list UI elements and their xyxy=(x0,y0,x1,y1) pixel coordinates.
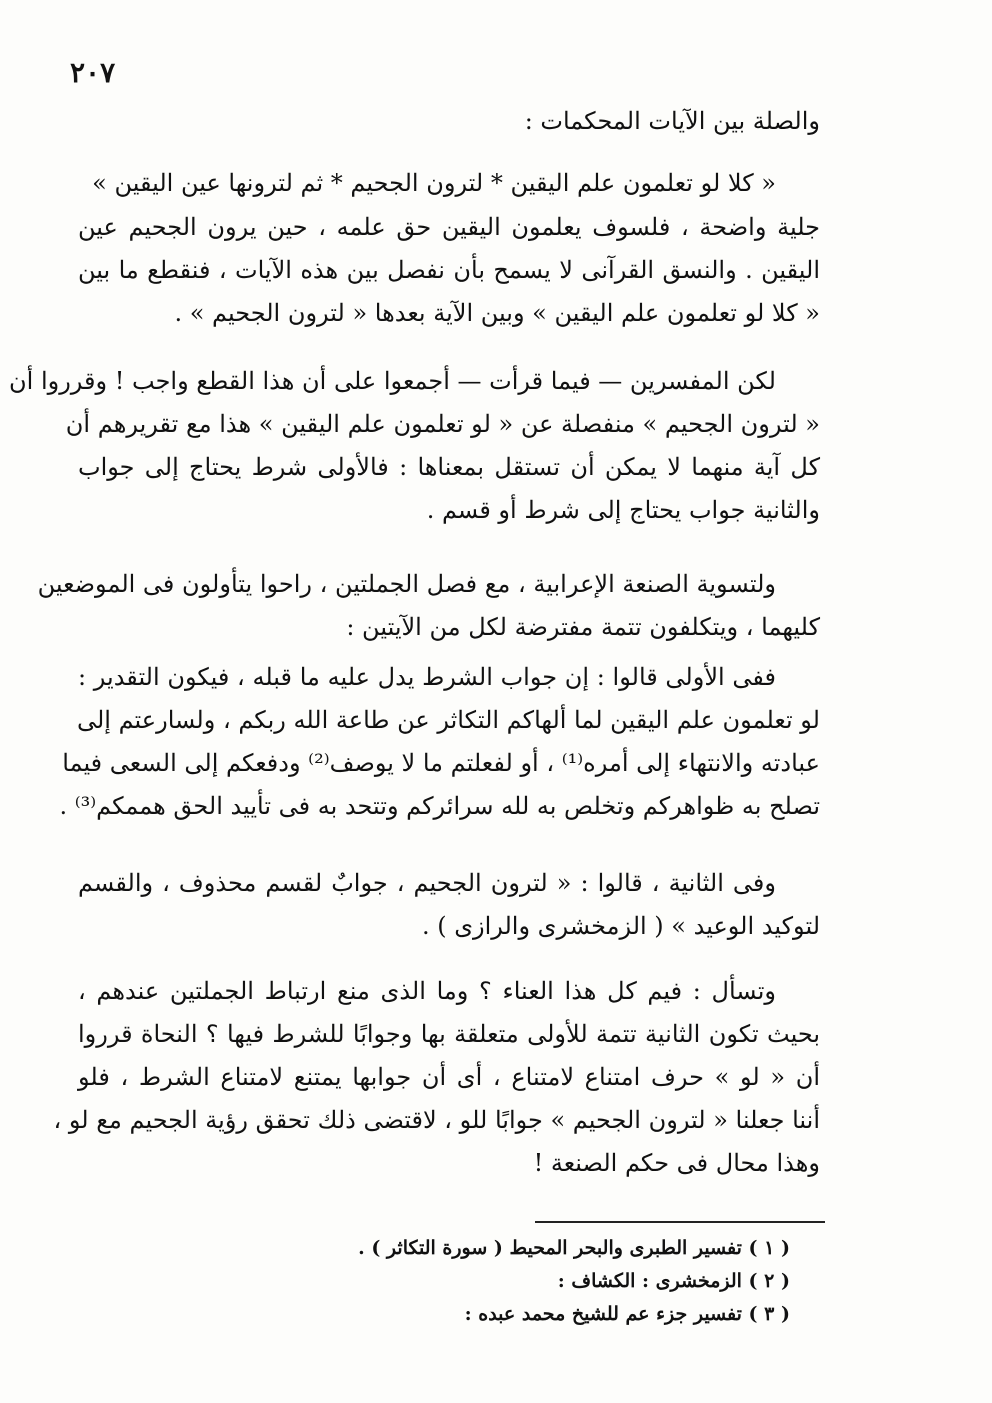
paragraph-line: وفى الثانية ، قالوا : « لترون الجحيم ، جوابٌ لقسم محذوف ، والقسم xyxy=(78,869,776,897)
paragraph-line: وهذا محال فى حكم الصنعة ! xyxy=(533,1149,820,1177)
paragraph-line: تصلح به ظواهركم وتخلص به لله سرائركم وتتحد به فى تأييد الحق هممكم⁽³⁾ . xyxy=(59,792,820,820)
paragraph-line: « كلا لو تعلمون علم اليقين » وبين الآية بعدها « لترون الجحيم » . xyxy=(174,299,820,327)
paragraph-line: وتسأل : فيم كل هذا العناء ؟ وما الذى منع ارتباط الجملتين عندهم ، xyxy=(78,977,776,1005)
paragraph-line: والثانية جواب يحتاج إلى شرط أو قسم . xyxy=(426,496,820,524)
paragraph-line: لكن المفسرين — فيما قرأت — أجمعوا على أن هذا القطع واجب ! وقرروا أن xyxy=(9,367,776,395)
paragraph-line: أن « لو » حرف امتناع لامتناع ، أى أن جوابها يمتنع لامتناع الشرط ، فلو xyxy=(78,1063,820,1091)
page-number: ٢٠٧ xyxy=(70,56,116,89)
paragraph-2 xyxy=(9,360,820,532)
paragraph-4 xyxy=(59,656,820,828)
paragraph-line: لتوكيد الوعيد » ( الزمخشرى والرازى ) . xyxy=(421,912,820,940)
paragraph-6 xyxy=(53,970,820,1185)
paragraph-1 xyxy=(78,206,820,335)
paragraph-line: اليقين . والنسق القرآنى لا يسمح بأن نفصل بين هذه الآيات ، فنقطع ما بين xyxy=(78,256,820,284)
footnote-2: ( ٢ ) الزمخشرى : الكشاف : xyxy=(557,1270,790,1292)
verse-quote-block xyxy=(78,162,820,205)
paragraph-5 xyxy=(78,862,820,948)
verse-quote: « كلا لو تعلمون علم اليقين * لترون الجحيم * ثم لترونها عين اليقين » xyxy=(92,169,776,197)
footnote-divider xyxy=(535,1221,825,1223)
paragraph-3 xyxy=(37,563,820,649)
paragraph-line: أننا جعلنا « لترون الجحيم » جوابًا للو ، لاقتضى ذلك تحقق رؤية الجحيم مع لو ، xyxy=(53,1106,820,1134)
paragraph-line: عبادته والانتهاء إلى أمره⁽¹⁾ ، أو لفعلتم ما لا يوصف⁽²⁾ ودفعكم إلى السعى فيما xyxy=(62,749,820,777)
paragraph-line: جلية واضحة ، فلسوف يعلمون اليقين حق علمه ، حين يرون الجحيم عين xyxy=(78,213,820,241)
paragraph-line: كليهما ، ويتكلفون تتمة مفترضة لكل من الآيتين : xyxy=(346,613,820,641)
paragraph-line: ولتسوية الصنعة الإعرابية ، مع فصل الجملتين ، راحوا يتأولون فى الموضعين xyxy=(37,570,776,598)
paragraph-line: لو تعلمون علم اليقين لما ألهاكم التكاثر عن طاعة الله ربكم ، ولسارعتم إلى xyxy=(76,706,820,734)
paragraph-line: ففى الأولى قالوا : إن جواب الشرط يدل عليه ما قبله ، فيكون التقدير : xyxy=(78,663,776,691)
paragraph-line: كل آية منهما لا يمكن أن تستقل بمعناها : فالأولى شرط يحتاج إلى جواب xyxy=(78,453,820,481)
intro-text: والصلة بين الآيات المحكمات : xyxy=(524,107,820,135)
paragraph-line: « لترون الجحيم » منفصلة عن « لو تعلمون علم اليقين » هذا مع تقريرهم أن xyxy=(65,410,820,438)
paragraph-line: بحيث تكون الثانية تتمة للأولى متعلقة بها وجوابًا للشرط فيها ؟ النحاة قرروا xyxy=(78,1020,820,1048)
intro-line xyxy=(78,100,820,143)
footnote-3: ( ٣ ) تفسير جزء عم للشيخ محمد عبده : xyxy=(464,1303,790,1325)
footnote-1: ( ١ ) تفسير الطبرى والبحر المحيط ( سورة التكاثر ) . xyxy=(358,1237,790,1259)
footnotes xyxy=(358,1232,790,1331)
